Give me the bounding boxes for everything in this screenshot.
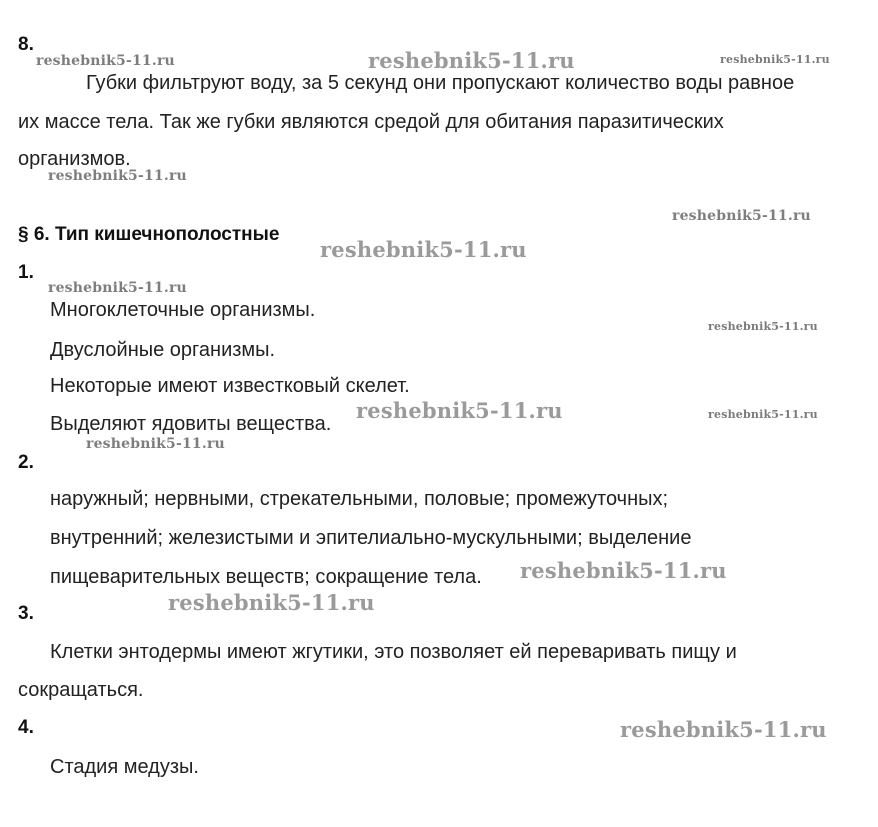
watermark: reshebnik5-11.ru <box>48 168 187 184</box>
answer-text-line: Губки фильтруют воду, за 5 секунд они пропускают количество воды равное <box>86 72 795 94</box>
question-number: 3. <box>18 603 34 624</box>
watermark: reshebnik5-11.ru <box>86 436 225 452</box>
question-number: 4. <box>18 717 34 738</box>
answer-text-line: Клетки энтодермы имеют жгутики, это позволяет ей переваривать пищу и <box>50 641 737 663</box>
question-number: 2. <box>18 452 34 473</box>
answer-text-line: организмов. <box>18 148 131 170</box>
watermark: reshebnik5-11.ru <box>356 398 563 423</box>
question-number: 1. <box>18 262 34 283</box>
list-item: Двуслойные организмы. <box>50 339 276 361</box>
watermark: reshebnik5-11.ru <box>708 320 818 333</box>
watermark: reshebnik5-11.ru <box>720 53 830 66</box>
section-heading: § 6. Тип кишечнополостные <box>18 224 280 245</box>
watermark: reshebnik5-11.ru <box>320 237 527 262</box>
watermark: reshebnik5-11.ru <box>368 48 575 73</box>
watermark: reshebnik5-11.ru <box>520 558 727 583</box>
answer-text-line: внутренний; железистыми и эпителиально-мускульными; выделение <box>50 527 692 549</box>
watermark: reshebnik5-11.ru <box>672 208 811 224</box>
answer-text-line: сокращаться. <box>18 679 144 701</box>
watermark: reshebnik5-11.ru <box>36 53 175 69</box>
answer-text-line: наружный; нервными, стрекательными, половые; промежуточных; <box>50 488 669 510</box>
watermark: reshebnik5-11.ru <box>620 717 827 742</box>
question-number: 8. <box>18 34 34 55</box>
list-item: Выделяют ядовиты вещества. <box>50 413 332 435</box>
watermark: reshebnik5-11.ru <box>48 280 187 296</box>
list-item: Некоторые имеют известковый скелет. <box>50 375 410 397</box>
watermark: reshebnik5-11.ru <box>708 408 818 421</box>
watermark: reshebnik5-11.ru <box>168 590 375 615</box>
list-item: Многоклеточные организмы. <box>50 299 316 321</box>
answer-text-line: их массе тела. Так же губки являются средой для обитания паразитических <box>18 111 724 133</box>
answer-text-line: Стадия медузы. <box>50 756 199 778</box>
answer-text-line: пищеварительных веществ; сокращение тела. <box>50 566 482 588</box>
